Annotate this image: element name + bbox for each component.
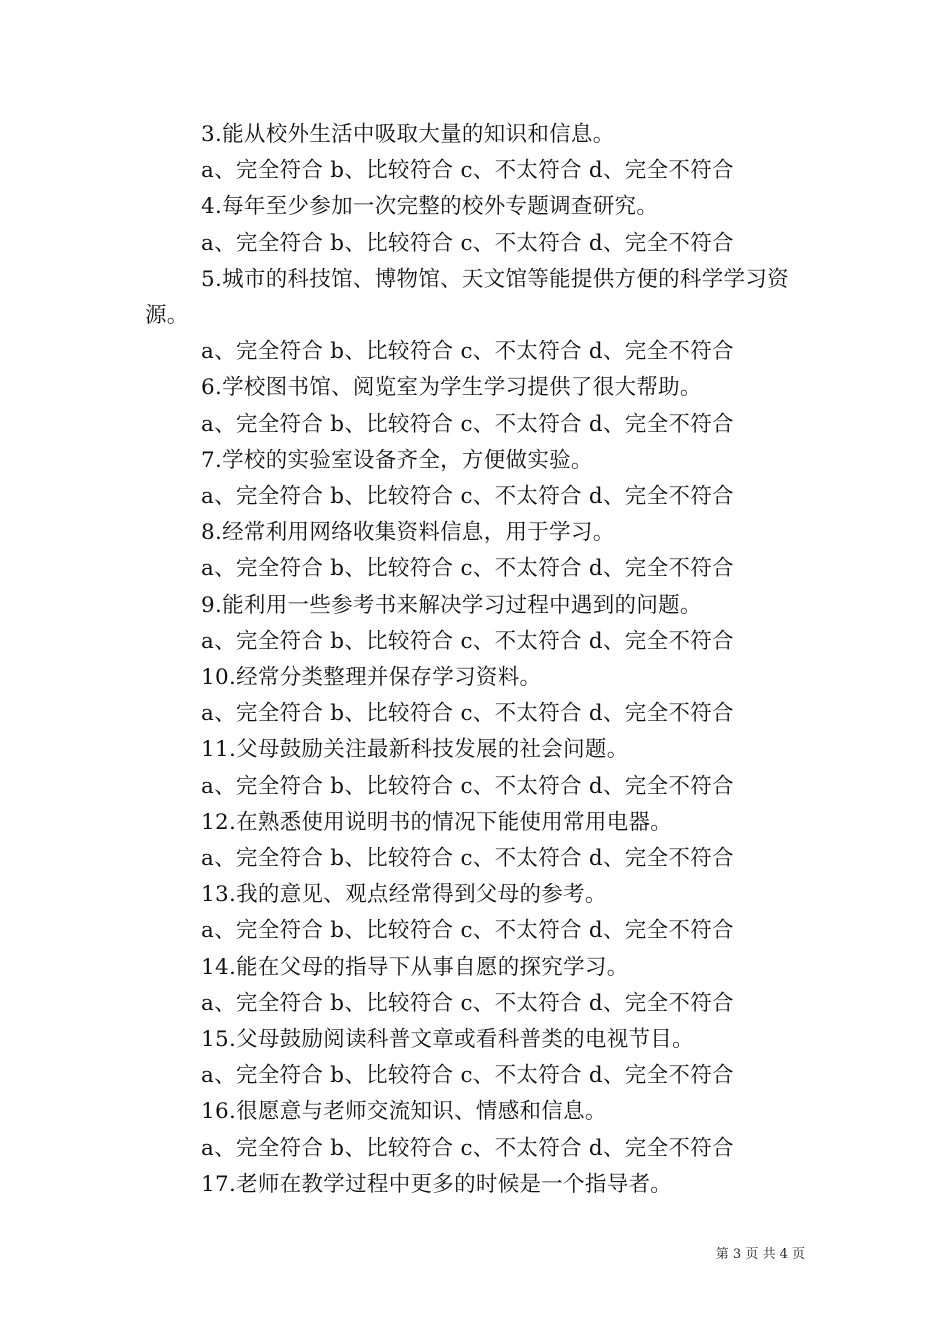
question-text-continuation: 源。 (145, 303, 189, 329)
question-line: 13.我的意见、观点经常得到父母的参考。 (201, 882, 607, 908)
question-line (145, 262, 810, 334)
answer-options-line: a、完全符合 b、比较符合 c、不太符合 d、完全不符合 (201, 773, 734, 799)
question-line: 17.老师在教学过程中更多的时候是一个指导者。 (201, 1171, 673, 1197)
page-number: 第 3 页 共 4 页 (715, 1247, 805, 1262)
answer-options-line: a、完全符合 b、比较符合 c、不太符合 d、完全不符合 (201, 918, 734, 944)
question-line: 4.每年至少参加一次完整的校外专题调查研究。 (201, 194, 659, 220)
question-line: 9.能利用一些参考书来解决学习过程中遇到的问题。 (201, 592, 702, 618)
question-line: 11.父母鼓励关注最新科技发展的社会问题。 (201, 737, 629, 763)
question-line: 15.父母鼓励阅读科普文章或看科普类的电视节目。 (201, 1027, 694, 1053)
answer-options-line: a、完全符合 b、比较符合 c、不太符合 d、完全不符合 (201, 990, 734, 1016)
question-line: 7.学校的实验室设备齐全，方便做实验。 (201, 447, 593, 473)
answer-options-line: a、完全符合 b、比较符合 c、不太符合 d、完全不符合 (201, 628, 734, 654)
answer-options-line: a、完全符合 b、比较符合 c、不太符合 d、完全不符合 (201, 339, 734, 365)
question-line: 3.能从校外生活中吸取大量的知识和信息。 (201, 122, 615, 147)
answer-options-line: a、完全符合 b、比较符合 c、不太符合 d、完全不符合 (201, 1135, 734, 1161)
answer-options-line: a、完全符合 b、比较符合 c、不太符合 d、完全不符合 (201, 556, 734, 582)
answer-options-line: a、完全符合 b、比较符合 c、不太符合 d、完全不符合 (201, 158, 734, 184)
question-line: 16.很愿意与老师交流知识、情感和信息。 (201, 1099, 607, 1125)
question-text: 5.城市的科技馆、博物馆、天文馆等能提供方便的科学学习资 (201, 266, 789, 292)
answer-options-line: a、完全符合 b、比较符合 c、不太符合 d、完全不符合 (201, 411, 734, 437)
question-line: 10.经常分类整理并保存学习资料。 (201, 665, 542, 691)
question-line: 12.在熟悉使用说明书的情况下能使用常用电器。 (201, 809, 673, 835)
answer-options-line: a、完全符合 b、比较符合 c、不太符合 d、完全不符合 (201, 484, 734, 510)
answer-options-line: a、完全符合 b、比较符合 c、不太符合 d、完全不符合 (201, 846, 734, 872)
question-line: 6.学校图书馆、阅览室为学生学习提供了很大帮助。 (201, 375, 702, 401)
question-line: 14.能在父母的指导下从事自愿的探究学习。 (201, 954, 629, 980)
answer-options-line: a、完全符合 b、比较符合 c、不太符合 d、完全不符合 (201, 230, 734, 256)
answer-options-line: a、完全符合 b、比较符合 c、不太符合 d、完全不符合 (201, 1063, 734, 1089)
answer-options-line: a、完全符合 b、比较符合 c、不太符合 d、完全不符合 (201, 701, 734, 727)
question-line: 8.经常利用网络收集资料信息，用于学习。 (201, 520, 615, 546)
questionnaire-body (145, 117, 810, 1203)
